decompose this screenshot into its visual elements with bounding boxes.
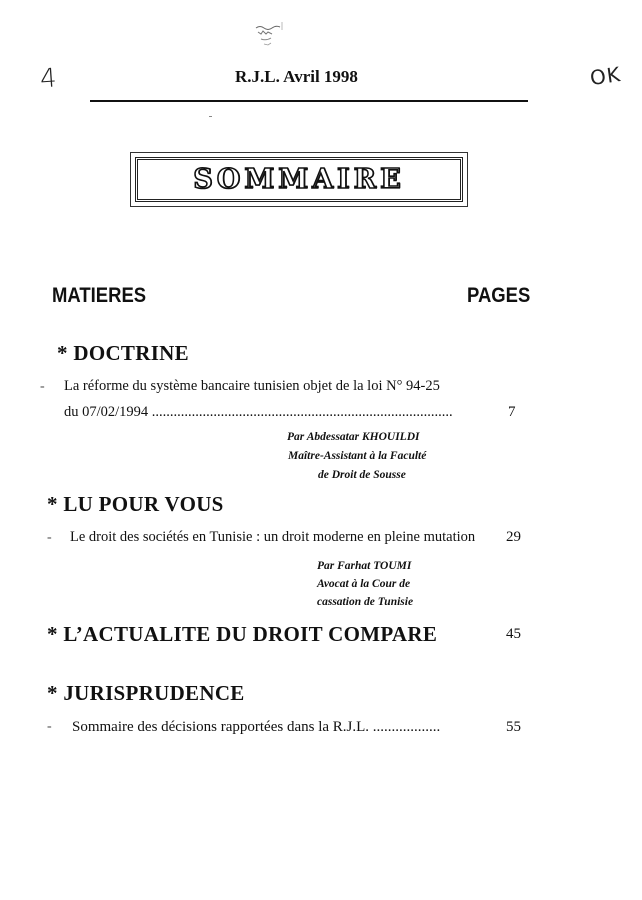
page-ref: 29 (506, 529, 521, 545)
handwritten-ok-annotation: OK (588, 61, 623, 91)
section-heading-doctrine: * DOCTRINE (57, 341, 189, 365)
toc-entry-line: Sommaire des décisions rapportées dans la R.J.L. .................. (72, 719, 441, 735)
toc-entry-line: Le droit des sociétés en Tunisie : un droit moderne en pleine mutation (70, 529, 476, 545)
author-affiliation: de Droit de Sousse (318, 469, 406, 481)
title-frame (130, 152, 468, 207)
journal-header: R.J.L. Avril 1998 (235, 67, 358, 86)
section-heading-jurisprudence: * JURISPRUDENCE (47, 681, 245, 705)
matieres-heading: MATIERES (52, 284, 147, 307)
entry-dash: - (47, 530, 52, 545)
page-ref: 55 (506, 719, 521, 735)
author-title: Maître-Assistant à la Faculté (288, 450, 427, 462)
toc-entry-line: du 07/02/1994 ................................................................................... (64, 404, 453, 420)
header-rule (90, 100, 528, 102)
entry-dash: - (47, 719, 52, 734)
page-ref: 7 (508, 404, 516, 420)
scan-speck (209, 116, 212, 117)
author-affiliation: cassation de Tunisie (317, 596, 414, 608)
pages-heading: PAGES (467, 284, 531, 307)
toc-entry-line: La réforme du système bancaire tunisien objet de la loi N° 94-25 (64, 378, 440, 394)
author-title: Avocat à la Cour de (317, 578, 411, 590)
section-heading-lu-pour-vous: * LU POUR VOUS (47, 492, 224, 516)
page-title: SOMMAIRE (193, 164, 405, 195)
title-inner-frame (135, 157, 463, 202)
section-heading-droit-compare: * L’ACTUALITE DU DROIT COMPARE (47, 622, 438, 646)
handwritten-page-number: 4 (38, 63, 58, 95)
author-name: Par Farhat TOUMI (317, 560, 412, 572)
page-ref: 45 (506, 626, 521, 642)
library-stamp-mark (252, 20, 286, 50)
author-name: Par Abdessatar KHOUILDI (287, 431, 420, 443)
entry-dash: - (40, 379, 45, 394)
